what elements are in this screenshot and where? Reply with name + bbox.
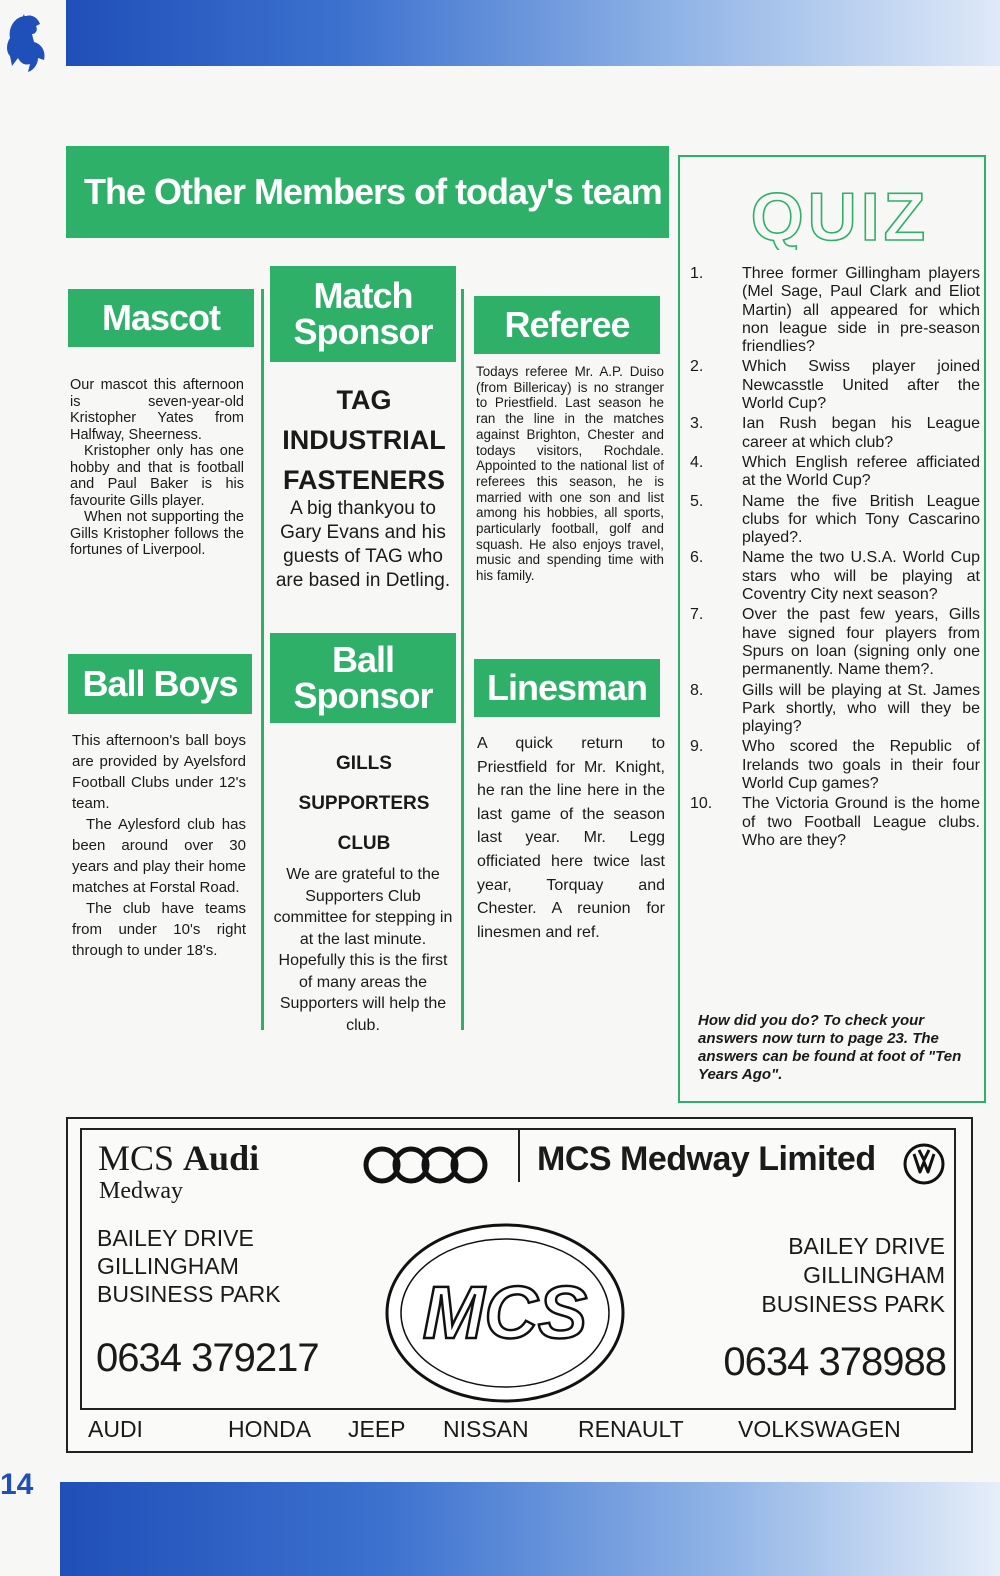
ball-boys-paragraph: This afternoon's ball boys are provided by Ayelsford Football Clubs under 12's team. [72,732,246,812]
ball-sponsor-heading [270,633,456,723]
quiz-question: 3. Ian Rush began his League career at which club? [690,415,980,451]
vw-logo-icon [902,1142,946,1186]
car-make: JEEP [348,1416,406,1442]
advert-divider [518,1128,520,1182]
quiz-answer-note: How did you do? To check your answers now turn to page 23. The answers can be found at foot of "Ten Years Ago". [698,1012,962,1083]
vw-phone: 0634 378988 [723,1340,946,1384]
linesman-text: A quick return to Priestfield for Mr. Knight, he ran the line here in the last game of the season last year. Mr. Legg officiated here twice last year, Torquay and Chester. A reunion for linesmen and ref. [477,735,665,941]
company-name-line: FASTENERS [282,465,446,495]
audi-address [97,1224,281,1308]
audi-brand-name: Audi [183,1138,260,1178]
car-makes-row [88,1416,948,1444]
quiz-question: 1. Three former Gillingham players (Mel Sage, Paul Clark and Eliot Martin) all appeared for which non league side in pre-season friendlies? [690,265,980,356]
quiz-title [730,180,950,250]
quiz-question: 2. Which Swiss player joined Newcasstle United after the World Cup? [690,358,980,413]
page-number: 14 [0,1468,34,1501]
vw-dealer-name: MCS Medway Limited [537,1140,876,1178]
quiz-question: 9. Who scored the Republic of Irelands two goals in their four World Cup games? [690,738,980,793]
company-name-line: GILLS [336,753,392,774]
car-make: NISSAN [443,1416,529,1442]
club-logo [2,8,52,78]
quiz-question: 7. Over the past few years, Gills have signed four players from Spurs on loan (signing only one permanently. Name them?. [690,606,980,679]
address-line: GILLINGHAM [803,1262,945,1288]
quiz-question: 5. Name the five British League clubs for which Tony Cascarino played?. [690,492,980,547]
audi-brand [98,1138,259,1178]
ball-boys-text [72,730,246,961]
quiz-questions [690,265,980,852]
ball-boys-paragraph: The club have teams from under 10's right through to under 18's. [72,900,246,959]
ball-sponsor-company [266,744,462,864]
address-line: BUSINESS PARK [97,1281,281,1307]
audi-phone: 0634 379217 [96,1336,319,1380]
mascot-paragraph: When not supporting the Gills Kristopher follows the fortunes of Liverpool. [70,509,244,558]
quiz-question: 4. Which English referee afficiated at the World Cup? [690,453,980,490]
mascot-paragraph: Our mascot this afternoon is seven-year-old Kristopher Yates from Halfway, Sheerness. [70,377,244,443]
car-make: RENAULT [578,1416,684,1442]
ball-sponsor-text: We are grateful to the Supporters Club committee for stepping in at the last minute. Hopefully this is the first of many areas the Supporters will help the club. [273,866,453,1034]
audi-brand-mcs: MCS [98,1138,175,1178]
car-make: VOLKSWAGEN [738,1416,901,1442]
address-line: BAILEY DRIVE [97,1225,254,1251]
quiz-title-text: QUIZ [750,180,930,250]
company-name-line: CLUB [337,833,391,854]
company-name-line: SUPPORTERS [298,793,430,814]
mascot-heading: Mascot [68,289,254,347]
mcs-oval-logo [380,1218,630,1408]
address-line: BUSINESS PARK [761,1291,945,1317]
mcs-logo-text: MCS [422,1271,588,1354]
match-sponsor-heading-line: Match [313,275,413,316]
ball-boys-heading: Ball Boys [68,654,252,714]
referee-text: Todays referee Mr. A.P. Duiso (from Billericay) is no stranger to Priestfield. Last season he ran the line in the matches against Brighton, Chester and todays visitors, Rochdale. Appointed to the national list of referees this season, he is married with one son and list among his hobbies, all sports, particularly football, golf and squash. He also enjoys travel, music and spending time with his family. [476,364,664,584]
vw-address [700,1232,945,1319]
ball-sponsor-heading-line: Ball [331,639,395,680]
match-sponsor-text: A big thankyou to Gary Evans and his guests of TAG who are based in Detling. [275,498,451,591]
mascot-text [70,377,244,559]
company-name-line: TAG [336,385,392,415]
audi-brand-sub: Medway [99,1178,183,1204]
horse-emblem-icon [2,8,52,78]
car-make: HONDA [228,1416,312,1442]
header-color-bar [66,0,1000,66]
audi-rings-icon [360,1145,494,1185]
match-sponsor-company [266,380,462,500]
ball-sponsor-heading-line: Sponsor [293,675,433,716]
footer-color-bar [60,1482,1000,1576]
match-sponsor-heading [270,266,456,362]
quiz-question: 10. The Victoria Ground is the home of two Football League clubs. Who are they? [690,795,980,849]
quiz-question: 8. Gills will be playing at St. James Park shortly, who will they be playing? [690,681,980,736]
mascot-paragraph: Kristopher only has one hobby and that is football and Paul Baker is his favourite Gills player. [70,443,244,509]
address-line: GILLINGHAM [97,1253,239,1279]
referee-heading: Referee [474,296,660,354]
linesman-heading: Linesman [474,659,660,717]
ball-boys-paragraph: The Aylesford club has been around over 30 years and play their home matches at Forstal Road. [72,816,246,896]
column-divider [261,289,264,1030]
address-line: BAILEY DRIVE [788,1233,945,1259]
quiz-question: 6. Name the two U.S.A. World Cup stars who will be playing at Coventry City next season? [690,549,980,604]
page-title: The Other Members of today's team [66,146,669,238]
match-sponsor-heading-line: Sponsor [293,311,433,352]
car-make: AUDI [88,1416,143,1442]
company-name-line: INDUSTRIAL [282,425,446,455]
